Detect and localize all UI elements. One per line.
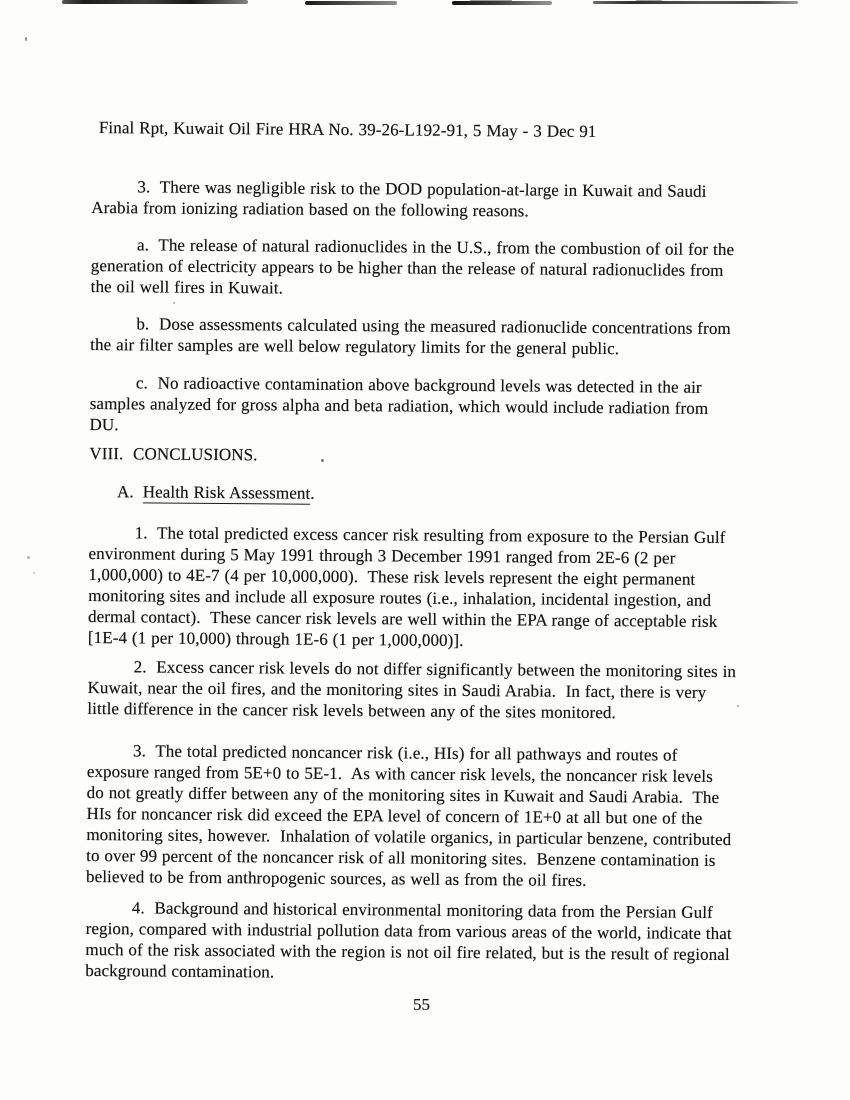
- scan-streak: [593, 1, 798, 4]
- scan-streak: [452, 1, 552, 5]
- conclusion-item-1: 1. The total predicted excess cancer risk resulting from exposure to the Persian Gulf environment during 5 May 1991 through 3 December 1991 ranged from 2E-6 (2 per 1,000,000) to 4E-7 (4 per 10,000,000). These risk levels represent the eight permanent monitoring sites and include all exposure routes (i.e., inhalation, incidental ingestion, and dermal contact). These cancer risk levels are well within the EPA range of acceptable risk [1E-4 (1 per 10,000) through 1E-6 (1 per 1,000,000)].: [87, 523, 726, 650]
- subparagraph-b: b. Dose assessments calculated using the measured radionuclide concentrations from the air filter samples are well below regulatory limits for the general public.: [90, 314, 731, 359]
- paragraph-3: 3. There was negligible risk to the DOD population-at-large in Kuwait and Saudi Arabia from ionizing radiation based on the following reasons.: [91, 177, 707, 221]
- report-header-line: Final Rpt, Kuwait Oil Fire HRA No. 39-26-L192-91, 5 May - 3 Dec 91: [98, 118, 597, 141]
- conclusion-item-4: 4. Background and historical environmental monitoring data from the Persian Gulf region, compared with industrial pollution data from various areas of the world, indicate that much of the risk associated with the region is not oil fire related, but is the result of regional background contamination.: [85, 898, 732, 982]
- scan-streak: [470, 0, 512, 1]
- subsection-title: Health Risk Assessment: [142, 482, 311, 503]
- subsection-period: .: [310, 483, 315, 503]
- scan-streak: [636, 0, 662, 1]
- conclusion-item-2: 2. Excess cancer risk levels do not differ significantly between the monitoring sites in Kuwait, near the oil fires, and the monitoring sites in Saudi Arabia. In fact, there is very little difference in the cancer risk levels between any of the sites monitored.: [87, 657, 737, 723]
- scan-speck: [27, 556, 30, 559]
- scan-speck: [33, 572, 35, 574]
- subsection-label: A.: [116, 482, 134, 502]
- health-risk-assessment-heading: [89, 481, 831, 508]
- subparagraph-a: a. The release of natural radionuclides in the U.S., from the combustion of oil for the generation of electricity appears to be higher than the release of natural radionuclides from the oil well fires in Kuwait.: [90, 235, 735, 298]
- subparagraph-c: c. No radioactive contamination above background levels was detected in the air samples analyzed for gross alpha and beta radiation, which would include radiation from DU.: [89, 373, 709, 435]
- scan-speck: [25, 37, 27, 41]
- page-number: 55: [413, 995, 430, 1014]
- conclusion-item-3: 3. The total predicted noncancer risk (i.e., HIs) for all pathways and routes of exposure ranged from 5E+0 to 5E-1. As with cancer risk levels, the noncancer risk levels do not greatly differ between any of the monitoring sites in Kuwait and Saudi Arabia. The HIs for noncancer risk did exceed the EPA level of concern of 1E+0 at all but one of the monitoring sites, however. Inhalation of volatile organics, in particular benzene, contributed to over 99 percent of the noncancer risk of all monitoring sites. Benzene contamination is believed to be from anthropogenic sources, as well as from the oil fires.: [85, 741, 732, 890]
- scan-streak: [305, 1, 397, 5]
- document-content: [85, 117, 834, 987]
- conclusions-section-heading: VIII. CONCLUSIONS.: [89, 443, 258, 465]
- scan-streak: [62, 0, 248, 4]
